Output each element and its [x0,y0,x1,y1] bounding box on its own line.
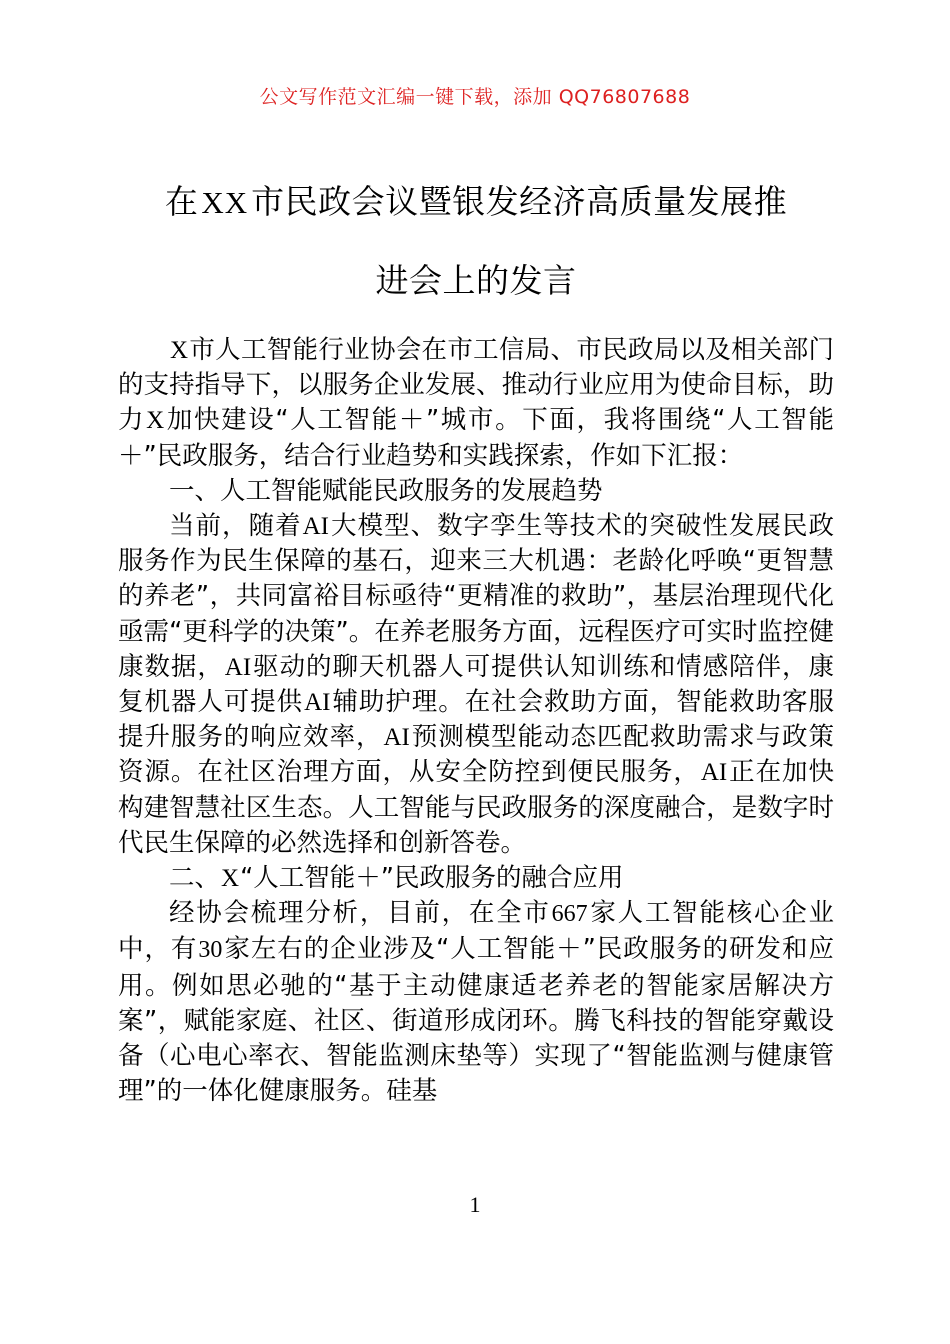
body-paragraph [118,509,834,861]
text-run-cjk: 辅助护理。在社会救助方面，智能救助客服提升服务的响应效率， [118,687,834,753]
text-run-cjk: 正在加快构建智慧社区生态。人工智能与民政服务的深度融合，是数字时代民生保障的必然选择和创新答卷。 [118,757,834,858]
text-run-cjk: 预测模型能动态匹配救助需求与政策资源。在社区治理方面，从安全防控到便民服务， [118,722,834,788]
title-line-1-rest: 市民政会议暨银发经济高质量发展推 [251,182,788,221]
page-number: 1 [469,1192,481,1217]
title-line-2: 进会上的发言 [375,261,577,300]
text-run-cjk: 家人工智能核心企业中，有 [118,898,834,965]
text-run-latin: AI [383,724,410,752]
text-run-cjk: 家左右的企业涉及“人工智能＋”民政服务的研发和应用。例如思必驰的“基于主动健康适老养老的智能家居解决方案”，赋能家庭、社区、街道形成闭环。腾飞科技的智能穿戴设备（心电心率衣、智能监测床垫等）实现了“智能监测与健康管理”的一体化健康服务。硅基 [118,934,834,1107]
text-run-latin: AI [304,689,331,717]
body-paragraph [118,333,834,474]
text-run-latin: AI [700,759,728,787]
text-run-latin: AI [302,513,330,541]
text-run-latin: AI [224,653,252,681]
text-run-latin: X [146,407,165,435]
text-run-cjk: 大模型、数字孪生等技术的突破性发展民政服务作为民生保障的基石，迎来三大机遇：老龄化呼唤“更智慧的养老”，共同富裕目标亟待“更精准的救助”，基层治理现代化亟需“更科学的决策”。在养老服务方面，远程医疗可实时监控健康数据， [118,511,834,682]
section-heading [118,474,834,509]
text-run-cjk: 一、人工智能赋能民政服务的发展趋势 [169,475,603,506]
text-run-latin: X [170,337,189,364]
text-run-cjk: 经协会梳理分析，目前，在全市 [169,898,551,929]
text-run-cjk: 市人工智能行业协会在市工信局、市民政局以及相关部门的支持指导下，以服务企业发展、推动行业应用为使命目标，助力 [118,335,834,436]
text-run-cjk: 加快建设“人工智能＋”城市。下面，我将围绕“人工智能＋”民政服务，结合行业趋势和实践探索，作如下汇报： [118,405,834,471]
text-run-cjk: 当前，随着 [169,511,302,542]
text-run-cjk: “人工智能＋”民政服务的融合应用 [240,863,624,894]
text-run-num: 667 [551,901,588,928]
title-latin-placeholder: XX [201,185,249,220]
document-title [118,163,834,320]
section-heading [118,861,834,896]
text-run-latin: X [221,865,240,893]
document-body [118,333,834,1109]
text-run-cjk: 驱动的聊天机器人可提供认知训练和情感陪伴，康复机器人可提供 [118,651,834,718]
promo-header-text: 公文写作范文汇编一键下载，添加 QQ76807688 [259,86,691,108]
body-paragraph [118,896,834,1109]
text-run-cjk: 二、 [169,863,221,894]
title-prefix: 在 [164,182,199,221]
text-run-num: 30 [198,937,223,964]
